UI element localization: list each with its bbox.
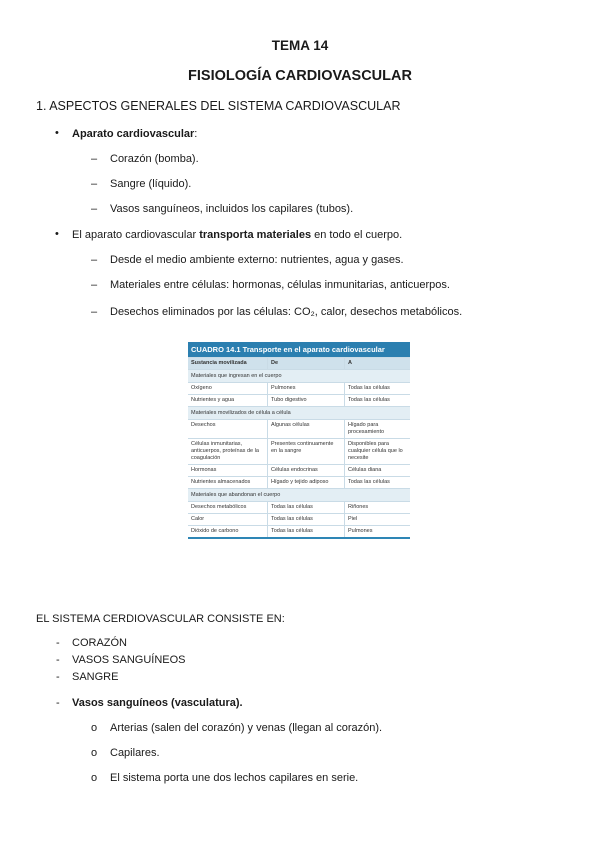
table-cell: Todas las células — [348, 385, 390, 391]
table-cell: Calor — [188, 514, 268, 525]
dash: – — [91, 203, 98, 215]
table-row — [188, 438, 410, 464]
column-header: A — [348, 360, 352, 366]
dash: – — [91, 279, 98, 291]
list-item: Desde el medio ambiente externo: nutrientes, agua y gases. — [110, 254, 404, 266]
dash: – — [91, 306, 98, 318]
table-cell: Tubo digestivo — [268, 395, 345, 406]
list-item: El sistema porta une dos lechos capilares en serie. — [110, 772, 359, 784]
table-cell: Todas las células — [268, 502, 345, 513]
transport-table — [188, 342, 410, 539]
dash: - — [56, 654, 60, 666]
bullet1-suffix: : — [194, 128, 198, 140]
table-cell: Presentes continuamente en la sangre — [268, 439, 345, 464]
table-cell: Nutrientes almacenados — [188, 477, 268, 488]
table-cell: Todas las células — [268, 514, 345, 525]
bullet2-bold: transporta materiales — [199, 229, 312, 241]
table-title: CUADRO 14.1 Transporte en el aparato cardiovascular — [188, 342, 410, 357]
bullet2-text — [72, 229, 402, 241]
table-cell: Nutrientes y agua — [188, 395, 268, 406]
table-cell: Células diana — [348, 467, 382, 473]
table-row — [188, 394, 410, 406]
list-item: Capilares. — [110, 747, 160, 759]
table-cell: Todas las células — [348, 397, 390, 403]
table-cell: Pulmones — [268, 383, 345, 394]
table-cell: Disponibles para cualquier célula que lo necesite — [348, 441, 403, 461]
list-item: Desechos eliminados por las células: CO₂, calor, desechos metabólicos. — [110, 306, 463, 318]
bullet-dot: • — [55, 127, 59, 139]
list-item: Arterias (salen del corazón) y venas (llegan al corazón). — [110, 722, 383, 734]
table-cell: Dióxido de carbono — [188, 526, 268, 537]
list-item: SANGRE — [72, 671, 119, 683]
table-row — [188, 513, 410, 525]
table-cell: Hígado y tejido adiposo — [268, 477, 345, 488]
list-item: CORAZÓN — [72, 637, 127, 649]
table-section-label: Materiales que ingresan en el cuerpo — [188, 369, 410, 382]
table-cell: Piel — [348, 516, 358, 522]
table-cell: Desechos metabólicos — [188, 502, 268, 513]
o-bullet: o — [91, 722, 98, 734]
o-bullet: o — [91, 772, 98, 784]
table-section-label: Materiales que abandonan el cuerpo — [188, 488, 410, 501]
bullet1-label: Aparato cardiovascular — [72, 128, 195, 140]
table-row — [188, 382, 410, 394]
section2-heading: EL SISTEMA CERDIOVASCULAR CONSISTE EN: — [36, 613, 285, 625]
table-cell: Algunas células — [268, 420, 345, 438]
table-cell: Hígado para procesamiento — [348, 422, 385, 435]
bullet2-suffix: en todo el cuerpo. — [311, 229, 403, 241]
dash: – — [91, 153, 98, 165]
bullet-dot: • — [55, 228, 59, 240]
list-item: Corazón (bomba). — [110, 153, 199, 165]
page-title: FISIOLOGÍA CARDIOVASCULAR — [188, 68, 412, 84]
table-cell: Todas las células — [268, 526, 345, 537]
table-cell: Células inmunitarias, anticuerpos, proteínas de la coagulación — [188, 439, 268, 464]
dash: - — [56, 637, 60, 649]
table-cell: Células endocrinas — [268, 465, 345, 476]
dash: - — [56, 671, 60, 683]
dash: - — [56, 697, 60, 709]
vasos-label: Vasos sanguíneos (vasculatura). — [72, 697, 243, 709]
list-item: Sangre (líquido). — [110, 178, 192, 190]
list-item: Materiales entre células: hormonas, células inmunitarias, anticuerpos. — [110, 279, 450, 291]
table-cell: Pulmones — [348, 528, 373, 534]
table-cell: Hormonas — [188, 465, 268, 476]
table-header-row — [188, 357, 410, 369]
table-row — [188, 476, 410, 488]
o-bullet: o — [91, 747, 98, 759]
table-section-label: Materiales movilizados de célula a célula — [188, 406, 410, 419]
table-cell: Riñones — [348, 504, 369, 510]
dash: – — [91, 178, 98, 190]
table-cell: Todas las células — [348, 479, 390, 485]
table-row — [188, 525, 410, 537]
dash: – — [91, 254, 98, 266]
column-header: De — [268, 358, 345, 369]
table-row — [188, 419, 410, 438]
table-row — [188, 501, 410, 513]
list-item: VASOS SANGUÍNEOS — [72, 654, 186, 666]
column-header: Sustancia movilizada — [188, 358, 268, 369]
table-row — [188, 464, 410, 476]
bullet1-text — [72, 128, 197, 140]
bullet2-prefix: El aparato cardiovascular — [72, 229, 200, 241]
tema-title: TEMA 14 — [271, 38, 329, 53]
table-cell: Desechos — [188, 420, 268, 438]
list-item: Vasos sanguíneos, incluidos los capilares (tubos). — [110, 203, 354, 215]
section1-heading: 1. ASPECTOS GENERALES DEL SISTEMA CARDIOVASCULAR — [36, 99, 401, 113]
table-cell: Oxígeno — [188, 383, 268, 394]
